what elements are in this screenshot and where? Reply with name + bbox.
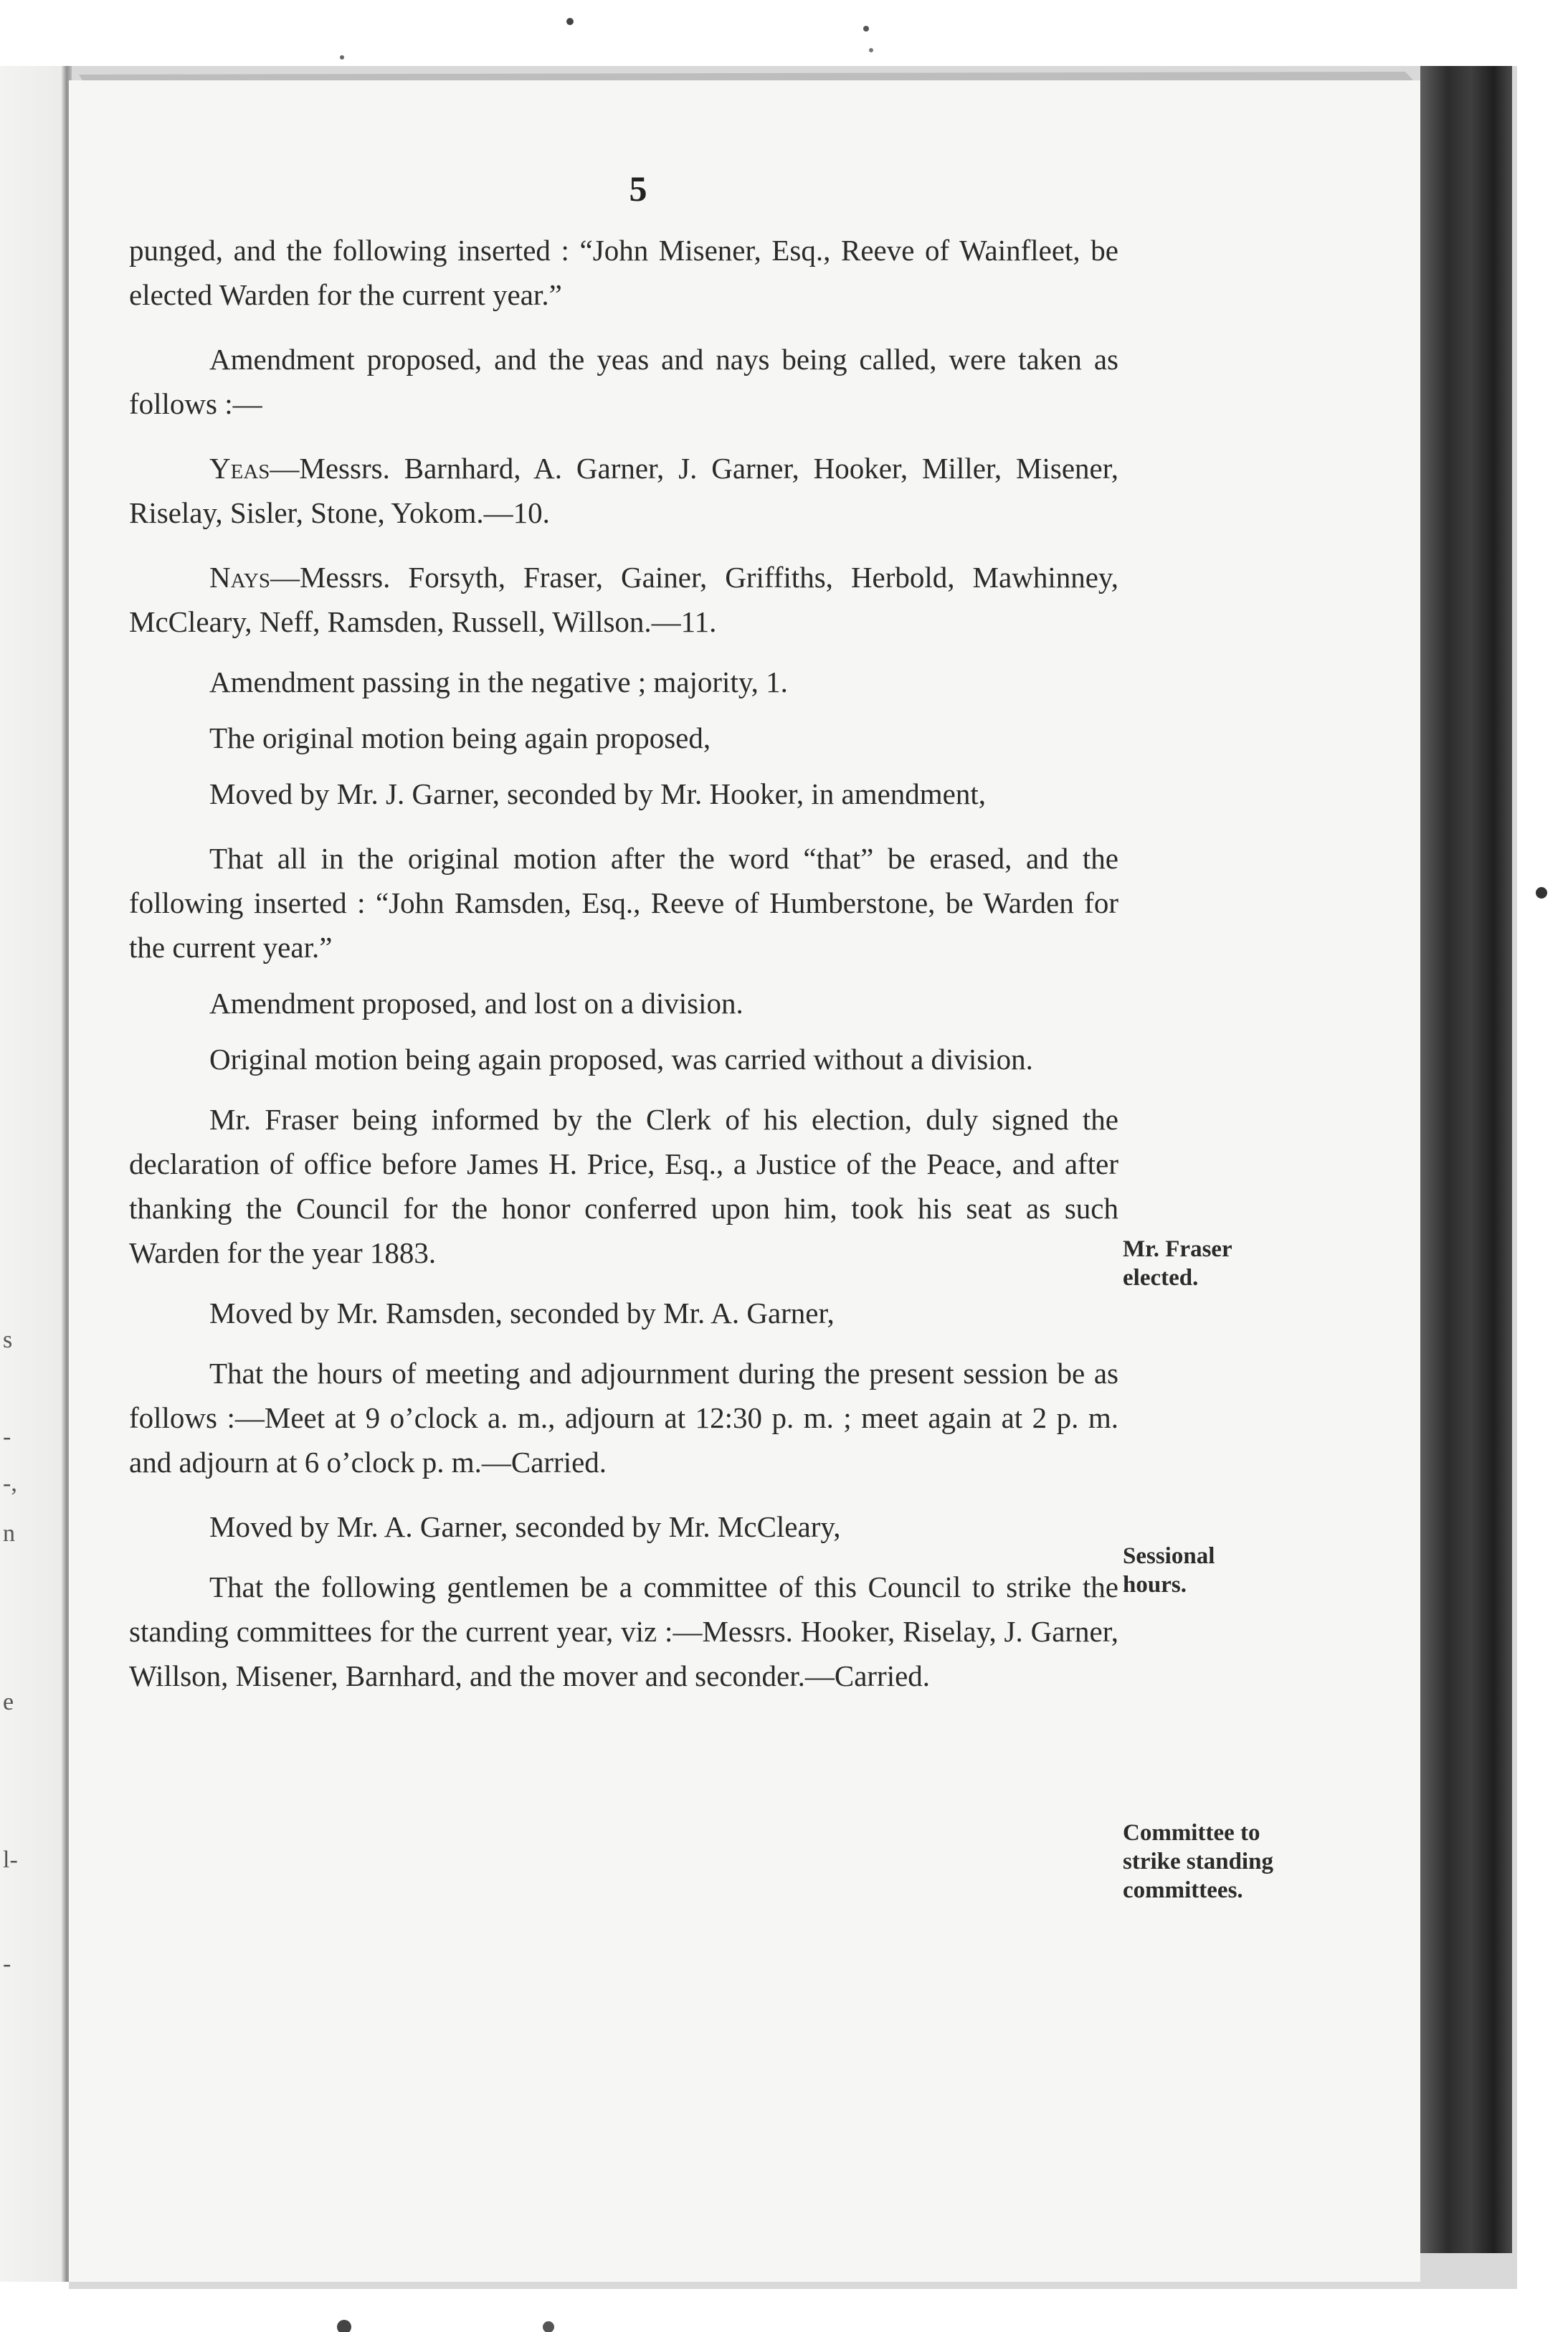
side-note-line: hours. [1123, 1572, 1187, 1598]
page-number: 5 [629, 169, 647, 209]
paragraph: Amendment proposed, and the yeas and nays being called, were taken as follows :— [129, 343, 1118, 420]
paragraph: Amendment proposed, and lost on a division. [209, 987, 743, 1020]
paragraph: punged, and the following inserted : “John Misener, Esq., Reeve of Wainfleet, be elected Warden for the current year.” [129, 234, 1118, 311]
nays-list: —Messrs. Forsyth, Fraser, Gainer, Griffiths, Herbold, Mawhinney, McCleary, Neff, Ramsden, Russell, Willson.—11. [129, 561, 1118, 638]
paragraph: That the hours of meeting and adjournment during the present session be as follows :—Meet at 9 o’clock a. m., adjourn at 12:30 p. m. ; meet again at 2 p. m. and adjourn at 6 o’clock p. m.—Carried. [129, 1357, 1118, 1479]
side-note-line: Mr. Fraser [1123, 1236, 1232, 1262]
margin-fragment: s [3, 1327, 13, 1353]
paragraph: That the following gentlemen be a committee of this Council to strike the standing committees for the current year, viz :—Messrs. Hooker, Riselay, J. Garner, Willson, Misener, Barnhard, and the mover and seconder.—Carried. [129, 1570, 1118, 1692]
paragraph: The original motion being again proposed, [209, 721, 711, 754]
yeas-heading: Yeas [209, 452, 270, 485]
body-text [129, 228, 1118, 1698]
vote-nays [129, 555, 1118, 644]
vote-yeas [129, 446, 1118, 535]
book-binding-edge [1420, 66, 1512, 2253]
paragraph: Original motion being again proposed, was carried without a division. [209, 1043, 1033, 1076]
side-note-line: Sessional [1123, 1543, 1215, 1569]
margin-fragment: -, [3, 1470, 17, 1497]
paragraph: That all in the original motion after the word “that” be erased, and the following inserted : “John Ramsden, Esq., Reeve of Humberstone, be Warden for the current year.” [129, 842, 1118, 964]
margin-fragment: - [3, 1951, 11, 1977]
side-note-line: Committee to [1123, 1820, 1260, 1846]
side-note-line: committees. [1123, 1877, 1243, 1903]
margin-fragment: l- [3, 1847, 18, 1873]
side-note-line: strike standing [1123, 1849, 1273, 1874]
side-note-committee [1123, 1819, 1338, 1905]
paragraph: Mr. Fraser being informed by the Clerk of his election, duly signed the declaration of office before James H. Price, Esq., a Justice of the Peace, and after thanking the Council for the honor conferred upon him, took his seat as such Warden for the year 1883. [129, 1103, 1118, 1269]
paragraph: Moved by Mr. Ramsden, seconded by Mr. A. Garner, [209, 1297, 835, 1329]
margin-fragment: - [3, 1423, 11, 1450]
side-note-sessional-hours [1123, 1542, 1338, 1599]
side-note-fraser-elected [1123, 1235, 1338, 1292]
left-page-fragments [0, 0, 22, 2332]
side-note-line: elected. [1123, 1265, 1199, 1291]
margin-fragment: n [3, 1520, 15, 1547]
paragraph: Amendment passing in the negative ; majority, 1. [209, 665, 788, 698]
yeas-list: —Messrs. Barnhard, A. Garner, J. Garner, Hooker, Miller, Misener, Riselay, Sisler, Stone, Yokom.—10. [129, 452, 1118, 529]
nays-heading: Nays [209, 561, 270, 594]
paragraph: Moved by Mr. A. Garner, seconded by Mr. McCleary, [209, 1510, 841, 1543]
paragraph: Moved by Mr. J. Garner, seconded by Mr. Hooker, in amendment, [209, 777, 986, 810]
margin-fragment: e [3, 1689, 14, 1715]
